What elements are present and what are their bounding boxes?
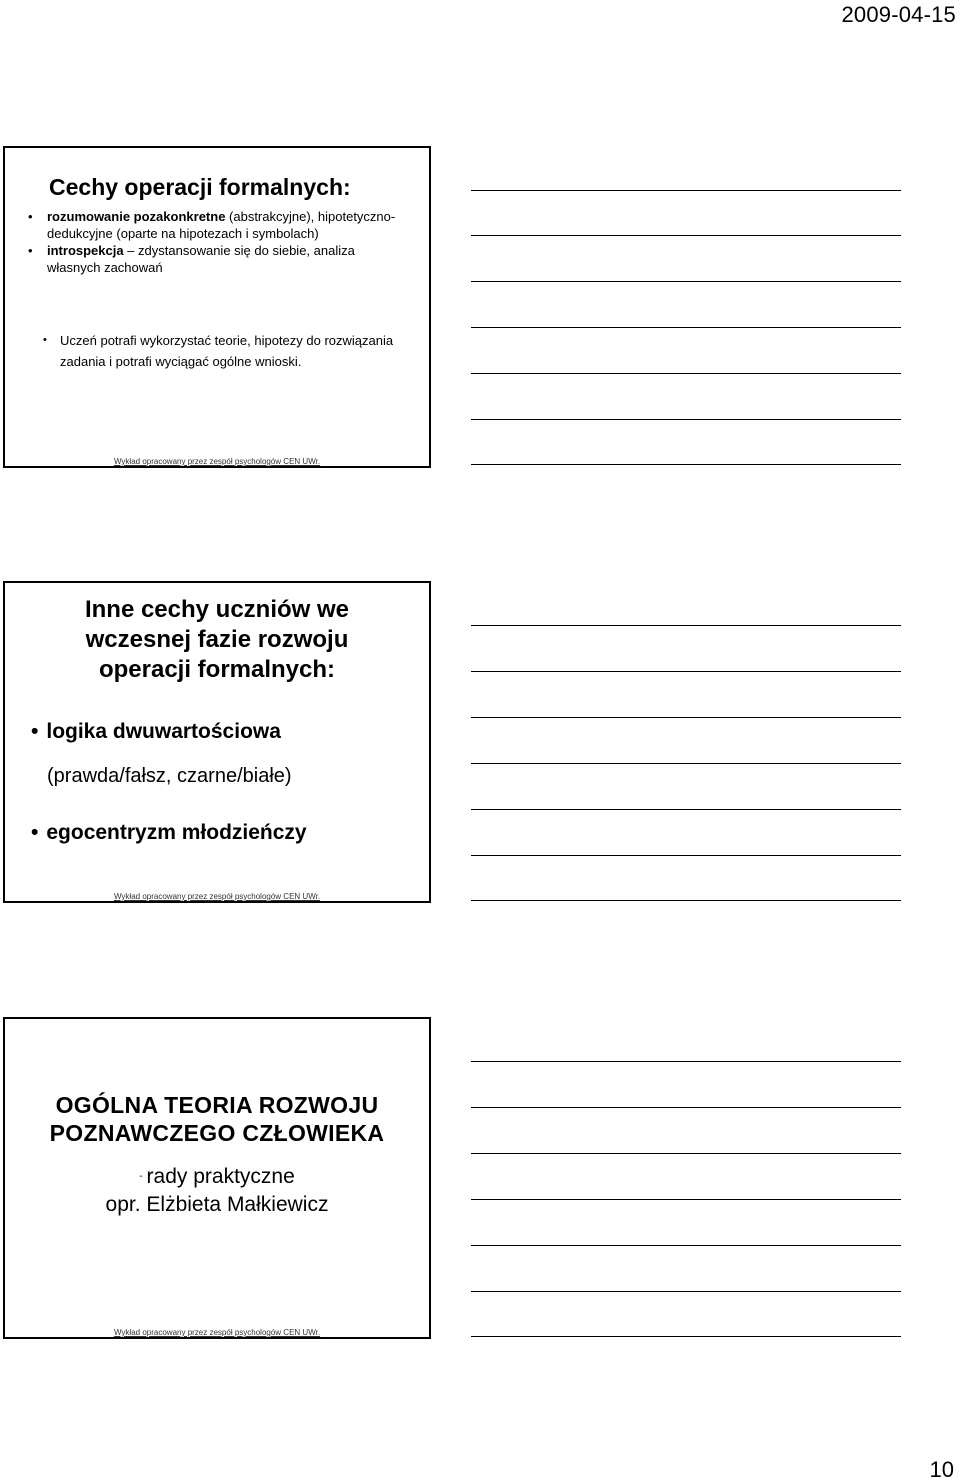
bullet-icon: • — [43, 334, 47, 346]
page-number: 10 — [929, 1457, 954, 1482]
author-line: opr. Elżbieta Małkiewicz — [105, 1193, 329, 1217]
bullet-icon: • — [28, 243, 33, 258]
title-line: OGÓLNA TEORIA ROZWOJU — [55, 1092, 379, 1118]
note-line — [471, 419, 901, 420]
note-line — [471, 717, 901, 718]
slide-title — [5, 1091, 429, 1147]
bullet-term: rozumowanie pozakonkretne — [47, 209, 226, 224]
slide-footer: Wykład opracowany przez zespół psychologów CEN UWr. — [113, 892, 321, 901]
note-line — [471, 464, 901, 465]
note-lines — [471, 146, 901, 466]
note-line — [471, 855, 901, 856]
slide-3 — [3, 1017, 431, 1339]
bullet-text: Uczeń potrafi wykorzystać teorie, hipotezy do rozwiązania zadania i potrafi wyciągać ogólne wnioski. — [60, 333, 394, 369]
slide-title: Cechy operacji formalnych: — [49, 174, 351, 200]
slide-title — [5, 595, 429, 685]
list-item — [31, 821, 307, 845]
title-line: Inne cechy uczniów we — [84, 596, 350, 623]
bullet-list — [27, 208, 407, 276]
note-line — [471, 809, 901, 810]
note-line — [471, 235, 901, 236]
list-item — [27, 208, 407, 242]
note-line — [471, 1291, 901, 1292]
note-line — [471, 1336, 901, 1337]
bullet-term: introspekcja — [47, 243, 124, 258]
list-item — [27, 242, 407, 276]
slide-footer: Wykład opracowany przez zespół psychologów CEN UWr. — [113, 457, 321, 466]
note-line — [471, 900, 901, 901]
note-line — [471, 281, 901, 282]
note-lines — [471, 581, 901, 901]
dash-mark: - — [139, 1171, 143, 1183]
bullet-text: egocentryzm młodzieńczy — [46, 821, 307, 844]
note-line — [471, 625, 901, 626]
list-item — [31, 720, 281, 744]
title-line: POZNAWCZEGO CZŁOWIEKA — [49, 1120, 385, 1146]
note-line — [471, 327, 901, 328]
note-line — [471, 1199, 901, 1200]
note-lines — [471, 1017, 901, 1337]
bullet-subtext: (prawda/fałsz, czarne/białe) — [47, 765, 292, 787]
bullet-text: – zdystansowanie się do siebie, analiza własnych zachowań — [47, 243, 355, 275]
bullet-icon: • — [28, 209, 33, 224]
slide-subtitle — [5, 1163, 429, 1219]
note-line — [471, 1061, 901, 1062]
slide-footer: Wykład opracowany przez zespół psychologów CEN UWr. — [113, 1328, 321, 1337]
note-line — [471, 1245, 901, 1246]
slide-2 — [3, 581, 431, 903]
subtitle-line — [5, 1163, 429, 1191]
note-line — [471, 1107, 901, 1108]
note-line — [471, 373, 901, 374]
sub-bullet-list — [43, 330, 403, 372]
note-line — [471, 190, 901, 191]
subtitle-text: rady praktyczne — [146, 1165, 295, 1188]
bullet-text: logika dwuwartościowa — [46, 720, 281, 743]
note-line — [471, 763, 901, 764]
bullet-icon: • — [31, 821, 39, 844]
title-line: wczesnej fazie rozwoju — [85, 626, 349, 653]
slide-1 — [3, 146, 431, 468]
note-line — [471, 671, 901, 672]
list-item — [43, 330, 403, 372]
bullet-icon: • — [31, 720, 39, 743]
bullet-text: (abstrakcyjne), hipotetyczno-dedukcyjne (oparte na hipotezach i symbolach) — [47, 209, 396, 241]
header-date: 2009-04-15 — [841, 2, 956, 27]
note-line — [471, 1153, 901, 1154]
title-line: operacji formalnych: — [98, 656, 336, 683]
